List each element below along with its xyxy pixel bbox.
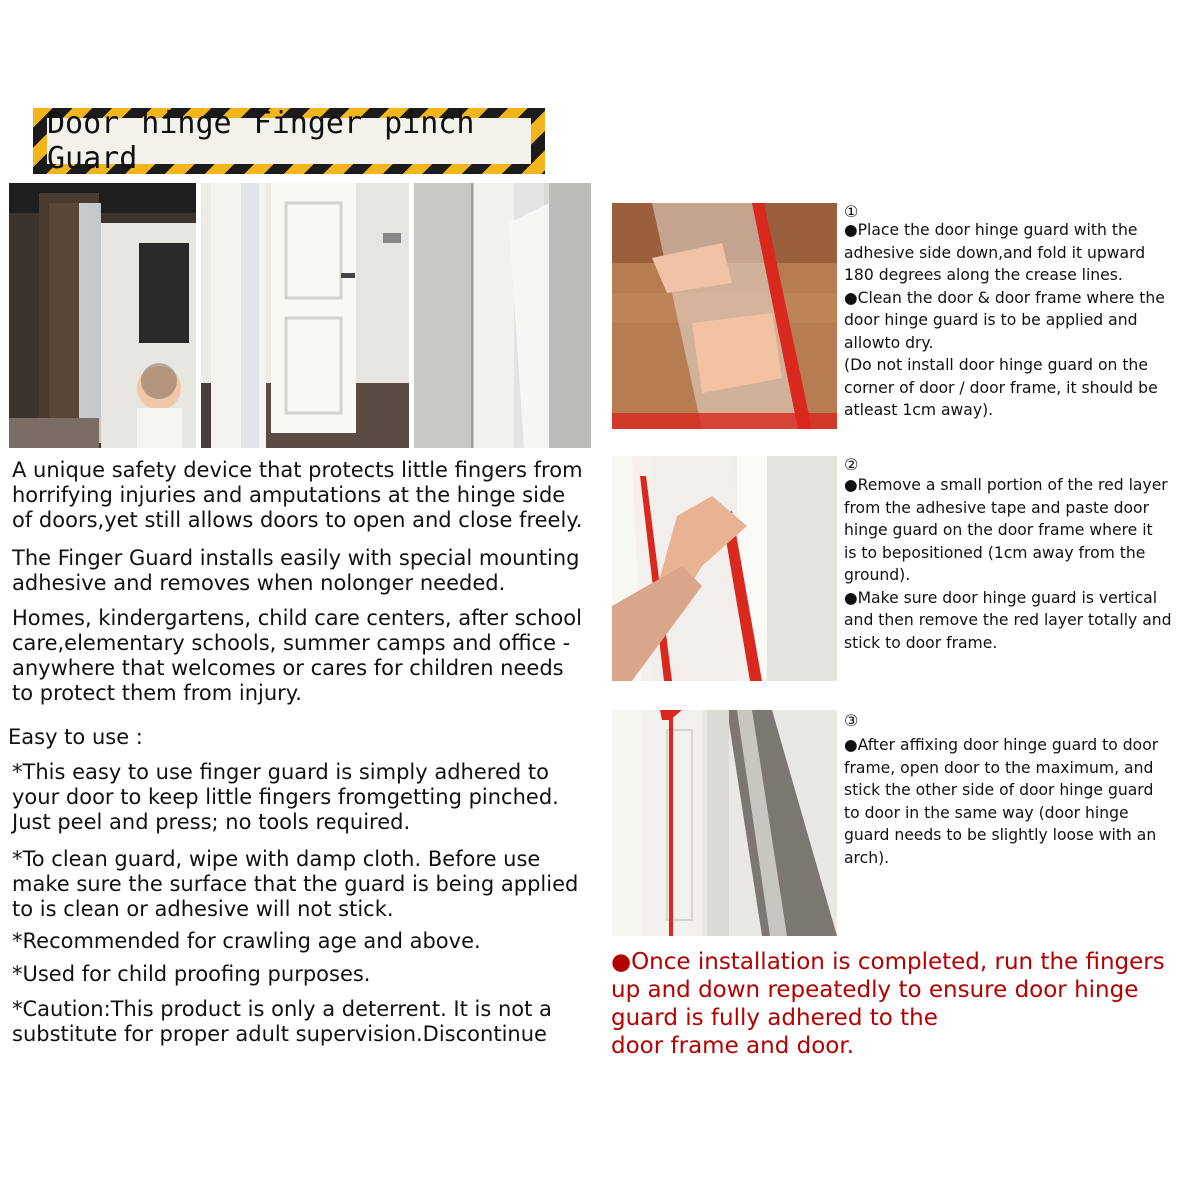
easy-bullet-3: *Recommended for crawling age and above. [12, 929, 481, 953]
step2-number: ② [844, 455, 859, 474]
intro-paragraph-2: The Finger Guard installs easily with special mounting adhesive and removes when nolonger needed. [12, 546, 580, 595]
white-door-photo [201, 183, 409, 448]
step1-photo [612, 203, 837, 429]
door-child-photo [9, 183, 196, 448]
easy-bullet-2: *To clean guard, wipe with damp cloth. Before use make sure the surface that the guard is being applied to is clean or adhesive will not stick. [12, 847, 579, 921]
intro-paragraph-3: Homes, kindergartens, child care centers, after school care,elementary schools, summer camps and office - anywhere that welcomes or cares for children needs to protect them from injury. [12, 606, 582, 705]
step3-photo [612, 710, 837, 936]
final-installation-note: ●Once installation is completed, run the fingers up and down repeatedly to ensure door hinge guard is fully adhered to the door frame and door. [611, 949, 1165, 1059]
step3-number: ③ [844, 711, 859, 730]
step2-text: ●Remove a small portion of the red layer from the adhesive tape and paste door hinge guard on the door frame where it is to bepositioned (1cm away from the ground). ●Make sure door hinge guard is vertical and then remove the red layer totally and stick to door frame. [844, 476, 1172, 652]
guard-closeup-photo [414, 183, 591, 448]
step2-photo [612, 456, 837, 681]
easy-bullet-1: *This easy to use finger guard is simply adhered to your door to keep little fingers fromgetting pinched. Just peel and press; no tools required. [12, 760, 559, 834]
step1-text: ●Place the door hinge guard with the adhesive side down,and fold it upward 180 degrees along the crease lines. ●Clean the door & door frame where the door hinge guard is to be applied and allowto dry. (Do not install door hinge guard on the corner of door / door frame, it should be atleast 1cm away). [844, 221, 1165, 419]
step3-text: ●After affixing door hinge guard to door frame, open door to the maximum, and stick the other side of door hinge guard to door in the same way (door hinge guard needs to be slightly loose with an arch). [844, 736, 1159, 867]
title-banner-inner [47, 106, 531, 176]
intro-paragraph-1: A unique safety device that protects little fingers from horrifying injuries and amputations at the hinge side of doors,yet still allows doors to open and close freely. [12, 458, 583, 532]
step1-number: ① [844, 202, 859, 221]
title-banner [33, 108, 545, 174]
easy-bullet-5: *Caution:This product is only a deterrent. It is not a substitute for proper adult supervision.Discontinue [12, 997, 552, 1046]
easy-bullet-4: *Used for child proofing purposes. [12, 962, 371, 986]
page-title: Door hinge Finger pinch Guard [47, 106, 475, 176]
easy-to-use-heading: Easy to use : [8, 725, 143, 749]
